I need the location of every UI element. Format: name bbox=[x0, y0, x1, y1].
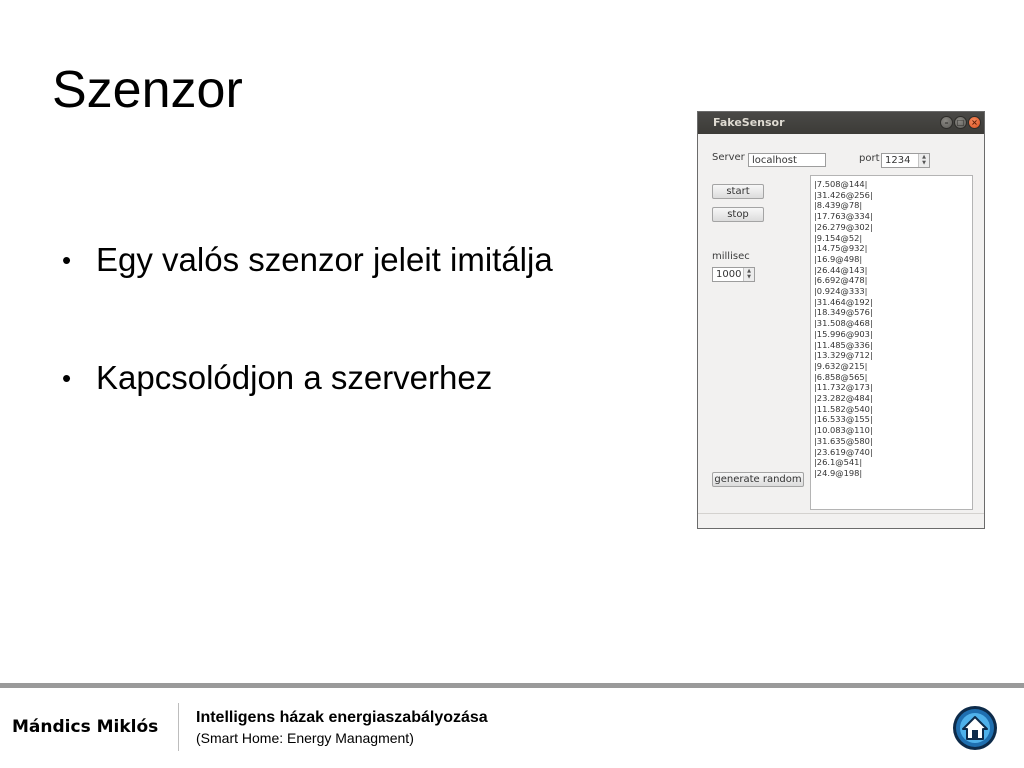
log-line: |23.619@740| bbox=[814, 446, 873, 457]
log-line: |31.635@580| bbox=[814, 435, 873, 446]
course-title: Intelligens házak energiaszabályozása bbox=[196, 709, 488, 726]
minimize-icon[interactable]: – bbox=[940, 116, 953, 129]
spinner-arrows-icon[interactable]: ▲ ▼ bbox=[918, 154, 929, 167]
log-line: |16.9@498| bbox=[814, 253, 863, 264]
window-titlebar[interactable] bbox=[698, 112, 984, 134]
log-line: |15.996@903| bbox=[814, 328, 873, 339]
bullet-item bbox=[62, 238, 553, 356]
generate-random-button[interactable]: generate random bbox=[712, 472, 804, 487]
log-line: |7.508@144| bbox=[814, 179, 868, 189]
bullet-item bbox=[62, 356, 553, 474]
port-spinner[interactable] bbox=[881, 153, 930, 168]
footer-vertical-divider bbox=[178, 703, 179, 751]
spinner-arrows-icon[interactable]: ▲ ▼ bbox=[743, 268, 754, 281]
server-label: Server bbox=[712, 152, 745, 163]
log-line: |24.9@198| bbox=[814, 467, 863, 478]
log-line: |26.1@541| bbox=[814, 457, 863, 468]
log-line: |6.692@478| bbox=[814, 275, 868, 286]
log-line: |16.533@155| bbox=[814, 414, 873, 425]
log-line: |9.154@52| bbox=[814, 232, 863, 243]
log-line: |9.632@215| bbox=[814, 360, 868, 371]
log-line: |6.858@565| bbox=[814, 371, 868, 382]
log-line: |26.44@143| bbox=[814, 264, 868, 275]
maximize-icon[interactable]: □ bbox=[954, 116, 967, 129]
footer-divider bbox=[0, 683, 1024, 688]
millisec-value: 1000 bbox=[716, 269, 742, 280]
port-label: port bbox=[859, 153, 880, 164]
bullet-icon: • bbox=[62, 245, 72, 275]
server-input[interactable] bbox=[748, 153, 826, 167]
log-line: |26.279@302| bbox=[814, 221, 873, 232]
log-line: |17.763@334| bbox=[814, 211, 873, 222]
start-button[interactable]: start bbox=[712, 184, 764, 199]
log-line: |11.582@540| bbox=[814, 403, 873, 414]
port-value: 1234 bbox=[885, 155, 911, 166]
log-line: |23.282@484| bbox=[814, 393, 873, 404]
millisec-label: millisec bbox=[712, 251, 750, 262]
sensor-log-textarea[interactable] bbox=[810, 175, 973, 510]
bullet-text: Egy valós szenzor jeleit imitálja bbox=[96, 241, 553, 278]
window-statusbar bbox=[698, 513, 984, 528]
log-line: |31.426@256| bbox=[814, 189, 873, 200]
window-title: FakeSensor bbox=[713, 116, 785, 129]
home-icon[interactable] bbox=[952, 705, 998, 751]
log-line: |31.508@468| bbox=[814, 318, 873, 329]
bullet-text: Kapcsolódjon a szerverhez bbox=[96, 359, 493, 396]
bullet-icon: • bbox=[62, 363, 72, 393]
log-line: |10.083@110| bbox=[814, 425, 873, 436]
millisec-spinner[interactable] bbox=[712, 267, 755, 282]
close-icon[interactable]: × bbox=[968, 116, 981, 129]
course-subtitle: (Smart Home: Energy Managment) bbox=[196, 730, 414, 746]
log-line: |11.732@173| bbox=[814, 382, 873, 393]
stop-button[interactable]: stop bbox=[712, 207, 764, 222]
log-line: |11.485@336| bbox=[814, 339, 873, 350]
log-line: |18.349@576| bbox=[814, 307, 873, 318]
log-line: |14.75@932| bbox=[814, 243, 868, 254]
bullet-list bbox=[62, 238, 553, 474]
author-name: Mándics Miklós bbox=[12, 717, 159, 737]
slide-title: Szenzor bbox=[52, 61, 243, 119]
log-line: |31.464@192| bbox=[814, 296, 873, 307]
fakesensor-window bbox=[697, 111, 985, 529]
log-line: |13.329@712| bbox=[814, 350, 873, 361]
log-line: |8.439@78| bbox=[814, 200, 863, 211]
log-line: |0.924@333| bbox=[814, 286, 868, 297]
